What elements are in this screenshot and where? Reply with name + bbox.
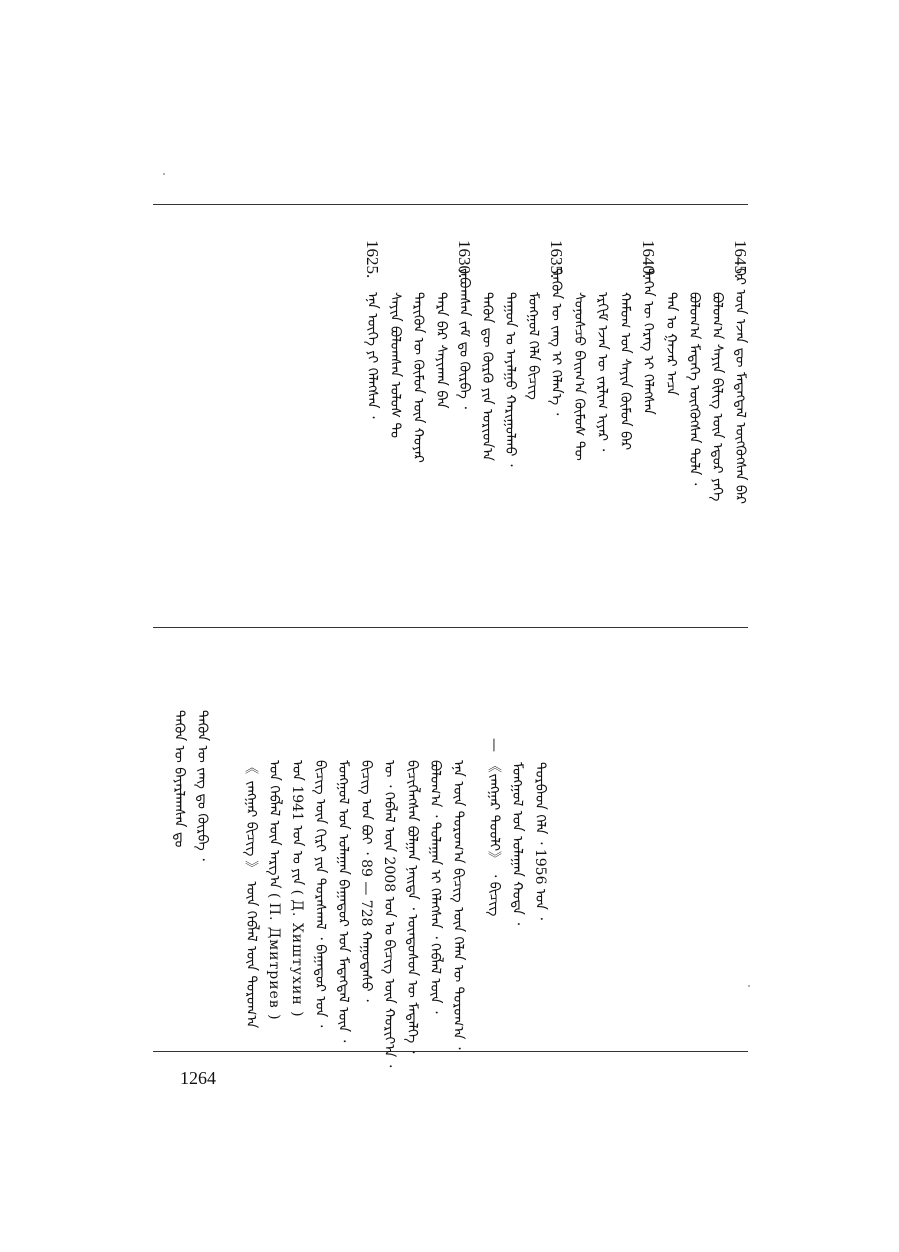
commentary-line: ᠪᠢᠴᠢᠭᠯᠡᠭᠰᠡᠨ ᠪᠣᠯᠭᠠᠨ ᠨᠡᠢᠲᠡ ᠂ ᠦᠨᠳᠦᠰᠦᠨ ᠦ ᠮᠡᠳᠡᠯᠭᠡ ᠂ xyxy=(404,760,420,1054)
commentary-line: ᠡᠨᠡ ᠦᠨ ᠳᠣᠷᠤᠭ᠎ᠠ ᠪᠢᠴᠢᠭ ᠦᠨ ᠬᠡᠯᠡᠨ ᠦ ᠳᠣᠷᠤᠭ᠎ᠠ ᠂ xyxy=(450,760,466,1050)
poem-line: ᠲᠡᠷᠡ ᠪᠡᠷ ᠰᠠᠶᠢᠬᠠᠨ ᠪᠡᠨ xyxy=(433,292,449,409)
scan-speck xyxy=(163,173,165,175)
poem-line: ᠡᠨᠡ ᠦᠭᠡ ᠶᠢ ᠬᠡᠯᠡᠭᠰᠡᠨ ᠂ xyxy=(364,292,380,419)
top-rule xyxy=(153,204,748,205)
poem-line: ᠲᠡᠭᠦᠨ ᠳᠦ ᠬᠦᠷᠬᠦ ᠶᠢᠨ ᠤᠷᠢᠳ᠎ᠠ xyxy=(479,292,495,462)
bottom-rule xyxy=(153,1051,748,1052)
commentary-line: ᠪᠣᠯᠤᠭ᠎ᠠ ᠂ ᠳᠤᠯᠠᠭᠠᠨ ᠢ ᠬᠡᠯᠡᠭᠰᠡᠨ ᠂ ᠬᠡᠪᠯᠡᠯ ᠦᠨ ᠂ xyxy=(427,760,443,1014)
poem-line: ᠰᠠᠶᠢᠨ ᠪᠣᠯᠣᠭᠰᠠᠨ ᠤᠯᠤᠰ ᠲᠤ xyxy=(387,292,403,439)
source-line: ᠮᠣᠩᠭᠣᠯ ᠤᠨ ᠤᠯᠠᠭᠠᠨ ᠬᠣᠲᠠ ᠂ xyxy=(509,762,525,926)
verse-number: 1635. xyxy=(547,240,566,279)
poem-line: ᠪᠣᠯᠤᠭ᠎ᠠ ᠰᠠᠶᠢᠨ ᠪᠢᠯᠢᠭ ᠦᠨ ᠡᠳᠦᠷ ᠶᠡᠬᠡ xyxy=(709,292,725,502)
poem-line: ᠲᠡᠭᠦᠨ ᠦ ᠵᠠᠩ ᠢ ᠬᠡᠯᠡᠨ᠎ᠡ ᠂ xyxy=(548,268,564,416)
poem-line: ᠮᠣᠩᠭᠣᠯ ᠬᠡᠯᠡ ᠪᠢᠴᠢᠭ xyxy=(525,292,541,400)
poem-line: ᠲᠡᠭᠡᠨ ᠦ ᠬᠡᠷᠡᠭ ᠢ ᠬᠡᠯᠡᠭᠰᠡᠨ xyxy=(640,268,656,415)
closing-line: ᠲᠡᠭᠦᠨ ᠦ ᠪᠠᠶᠠᠷᠯᠠᠭᠰᠠᠨ ᠳᠤ xyxy=(171,710,187,848)
verse-number: 1645. xyxy=(731,240,750,279)
commentary-line: ᠪᠢᠴᠢᠭ ᠤᠨ ᠪᠤᠢ ᠂ 89 — 728 ᠬᠠᠭᠤᠳᠠᠰᠤ ᠂ xyxy=(358,760,374,1002)
poem-line: ᠲᠡᠷᠢᠭᠦᠨ ᠦ ᠬᠦᠮᠦᠨ ᠦᠨ ᠬᠣᠶᠠᠷ xyxy=(410,292,426,463)
commentary-line: 《 ᠵᠠᠩᠭᠠᠷ ᠪᠢᠴᠢᠭ 》 ᠦᠨ ᠬᠡᠪᠯᠡᠯ ᠦᠨ ᠳᠣᠷᠤᠭ᠎ᠠ xyxy=(243,760,259,1029)
poem-line: ᠶᠠᠪᠤᠭᠰᠠᠨ ᠵᠠᠮ ᠳᠤ ᠬᠦᠷᠪᠡ ᠂ xyxy=(456,268,472,409)
page-number: 1264 xyxy=(180,1068,216,1088)
commentary-line: ᠣᠨ 1941 ᠣᠨ ᠤ ᠶᠢᠨ ( Д. Хиштухин ) xyxy=(289,760,305,1017)
commentary-line: ᠮᠣᠩᠭᠣᠯ ᠤᠨ ᠤᠯᠠᠭᠠᠨ ᠪᠠᠭᠠᠲᠤᠷ ᠤᠨ ᠮᠡᠳᠡᠭᠳᠡᠯ ᠦᠨ ᠂ xyxy=(335,760,351,1043)
notes-block xyxy=(150,650,750,1068)
commentary-line: ᠤᠨ ᠬᠡᠪᠯᠡᠯ ᠦᠨ ᠠᠷᠭ᠎ᠠ ( П. Дмитриев ) xyxy=(266,760,282,1020)
source-line: ᠳᠣᠷᠪᠡᠳ ᠬᠡᠯᠡ ᠂ 1956 ᠣᠨ ᠂ xyxy=(532,762,548,920)
poem-line: ᠳᠠᠭᠤᠨ ᠤ ᠠᠶᠠᠯᠭᠤ ᠬᠠᠷᠢᠭᠤᠯᠬᠤ ᠂ xyxy=(502,292,518,467)
closing-line: ᠲᠡᠭᠦᠨ ᠦ ᠵᠠᠩ ᠳᠤ ᠬᠦᠷᠪᠡ ᠂ xyxy=(194,710,210,861)
commentary-line: ᠪᠢᠴᠢᠭ ᠦᠨ ᠬᠢᠷᠢ ᠶᠢᠨ ᠳᠤᠷᠠᠰᠬᠠᠯ ᠂ ᠪᠠᠭᠠᠲᠤᠷ ᠤᠨ ᠂ xyxy=(312,760,328,1028)
middle-rule xyxy=(153,627,748,628)
verse-number: 1640. xyxy=(639,240,658,279)
verse-number: 1625. xyxy=(363,240,382,279)
poem-line: ᠲᠡᠨ ᠤ ᠭᠠᠵᠠᠷ ᠠᠴᠠ xyxy=(663,292,679,396)
poem-line: ᠰᠣᠨᠣᠰᠴᠤ ᠪᠠᠢᠭ᠎ᠠ ᠬᠦᠮᠦᠰ ᠲᠦ xyxy=(571,292,587,461)
source-line: — 《ᠵᠠᠩᠭᠠᠷ ᠲᠤᠤᠯᠢ》 ᠂ ᠪᠢᠴᠢᠭ xyxy=(486,738,502,917)
poem-line: ᠬᠠᠮᠤᠭ ᠤᠨ ᠰᠠᠶᠢᠨ ᠬᠦᠮᠦᠨ ᠪᠠᠷ xyxy=(617,292,633,451)
poem-line: ᠭᠡᠷ ᠦᠨ ᠡᠵᠡᠨ ᠳᠦ ᠮᠡᠳᠡᠭᠳᠡᠯ ᠦᠭᠭᠦᠭᠰᠡᠨ ᠪᠠᠷ xyxy=(732,268,748,504)
poem-line: ᠡᠷᠬᠢᠮ ᠡᠵᠡᠨ ᠦ ᠵᠠᠷᠯᠢᠭ ᠢᠶᠠᠷ ᠂ xyxy=(594,292,610,452)
commentary-line: ᠦ ᠂ ᠬᠡᠪᠯᠡᠯ ᠦᠨ 2008 ᠣᠨ ᠤ ᠪᠢᠴᠢᠭ ᠦᠨ ᠬᠣᠷᠢᠶ᠎ᠠ ᠂ xyxy=(381,760,397,1068)
poem-block xyxy=(150,230,750,620)
poem-line: ᠪᠣᠯᠤᠭ᠎ᠠ ᠮᠡᠳᠡᠭᠡ ᠦᠭᠭᠦᠭᠰᠡᠨ ᠲᠤᠯᠠ ᠂ xyxy=(686,292,702,486)
verse-number: 1630. xyxy=(455,240,474,279)
